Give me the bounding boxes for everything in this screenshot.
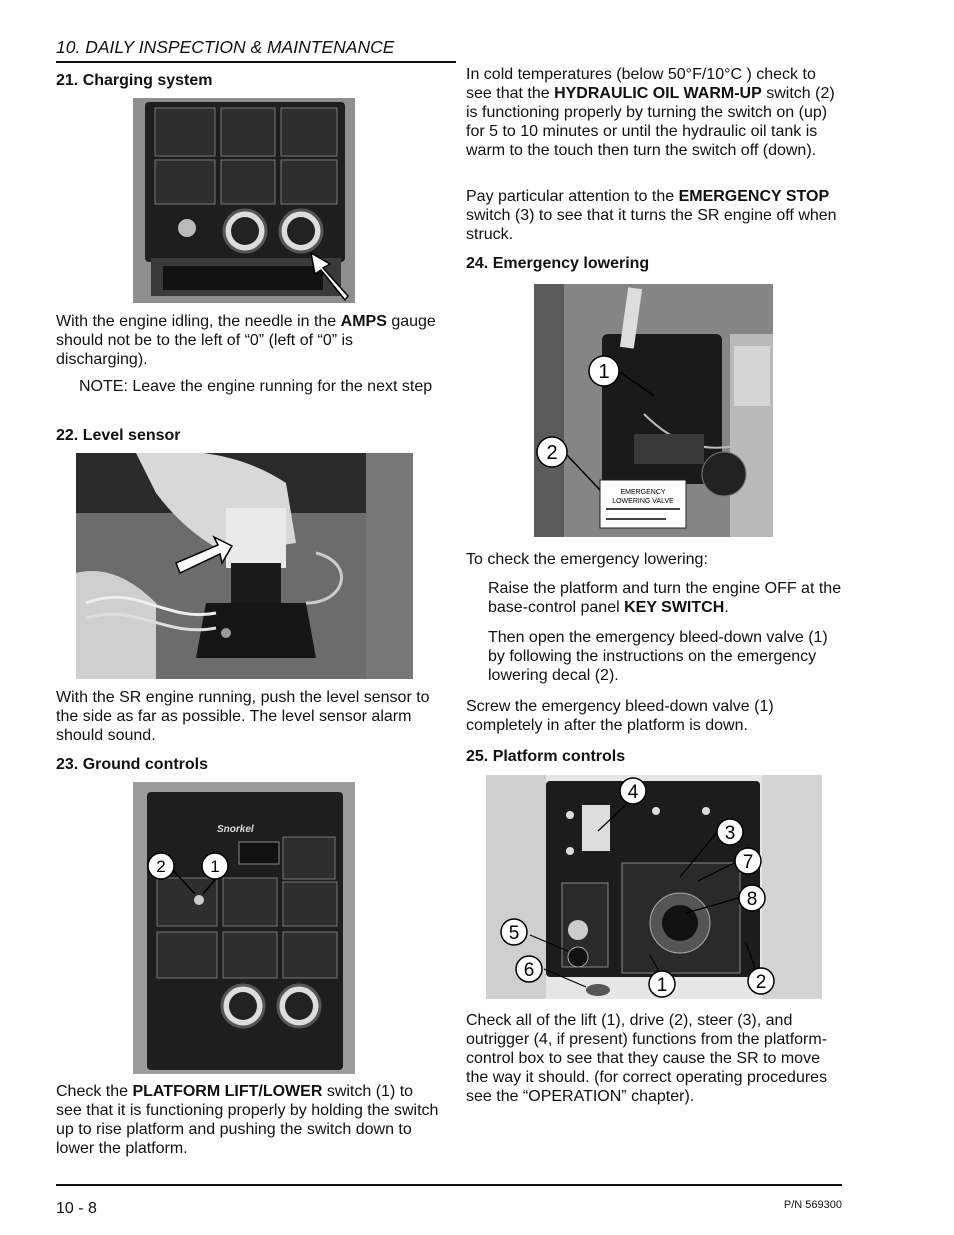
level-sensor-photo	[76, 453, 413, 679]
callout-2: 2	[156, 857, 166, 876]
emergency-lowering-step-open: Then open the emergency bleed-down valve (1) by following the instructions on the emergency lowering decal (2).	[488, 629, 828, 684]
callout-1: 1	[210, 857, 220, 876]
section-23-text: Check the PLATFORM LIFT/LOWER switch (1) to see that it is functioning properly by holding the switch up to rise platform and pushing the switch down to lower the platform.	[56, 1083, 439, 1157]
section-21-note: NOTE: Leave the engine running for the next step	[79, 378, 433, 395]
section-23-heading: 23. Ground controls	[56, 756, 209, 773]
section-25-text: Check all of the lift (1), drive (2), steer (3), and outrigger (4, if present) functions from the platform-control box to see that they cause the SR to move the way it should. (for correct operating procedures see the “OPERATION” chapter).	[466, 1012, 828, 1105]
emergency-lowering-intro: To check the emergency lowering:	[466, 551, 708, 568]
ground-controls-photo	[133, 782, 355, 1074]
callout-8: 8	[746, 889, 758, 910]
section-22-text: With the SR engine running, push the level sensor to the side as far as possible. The level sensor alarm should sound.	[56, 689, 430, 744]
callout-1: 1	[656, 975, 668, 996]
platform-controls-photo	[486, 775, 822, 999]
part-number: P/N 569300	[783, 1199, 842, 1211]
callout-5: 5	[508, 923, 520, 944]
callout-1: 1	[598, 361, 610, 383]
callout-2: 2	[546, 442, 558, 464]
charging-system-photo	[133, 98, 355, 303]
emergency-lowering-step-raise: Raise the platform and turn the engine OFF at the base-control panel KEY SWITCH.	[488, 580, 842, 616]
footer-rule	[56, 1184, 842, 1186]
section-25-heading: 25. Platform controls	[466, 748, 626, 765]
emergency-lowering-photo	[534, 284, 773, 537]
section-22-heading: 22. Level sensor	[56, 427, 181, 444]
section-21-text: With the engine idling, the needle in the AMPS gauge should not be to the left of “0” (left of “0” is discharging).	[56, 313, 436, 368]
emergency-lowering-screw: Screw the emergency bleed-down valve (1) completely in after the platform is down.	[466, 698, 774, 734]
callout-4: 4	[627, 782, 639, 803]
chapter-title: 10. DAILY INSPECTION & MAINTENANCE	[56, 37, 395, 57]
callout-3: 3	[724, 823, 736, 844]
callout-6: 6	[523, 960, 535, 981]
page-number: 10 - 8	[56, 1200, 97, 1217]
decal-title-line1: EMERGENCY	[620, 489, 666, 496]
section-21-heading: 21. Charging system	[56, 72, 213, 89]
section-24-heading: 24. Emergency lowering	[466, 255, 650, 272]
callout-7: 7	[742, 852, 754, 873]
callout-2: 2	[755, 972, 767, 993]
header-rule	[56, 61, 456, 63]
decal-title-line2: LOWERING VALVE	[612, 498, 674, 505]
emergency-stop-text: Pay particular attention to the EMERGENCY STOP switch (3) to see that it turns the SR engine off when struck.	[466, 188, 837, 243]
panel-brand-label: Snorkel	[217, 824, 254, 835]
cold-temperature-text: In cold temperatures (below 50°F/10°C ) check to see that the HYDRAULIC OIL WARM-UP switch (2) is functioning properly by turning the switch on (up) for 5 to 10 minutes or until the hydraulic oil tank is warm to the touch then turn the switch off (down).	[466, 66, 835, 159]
